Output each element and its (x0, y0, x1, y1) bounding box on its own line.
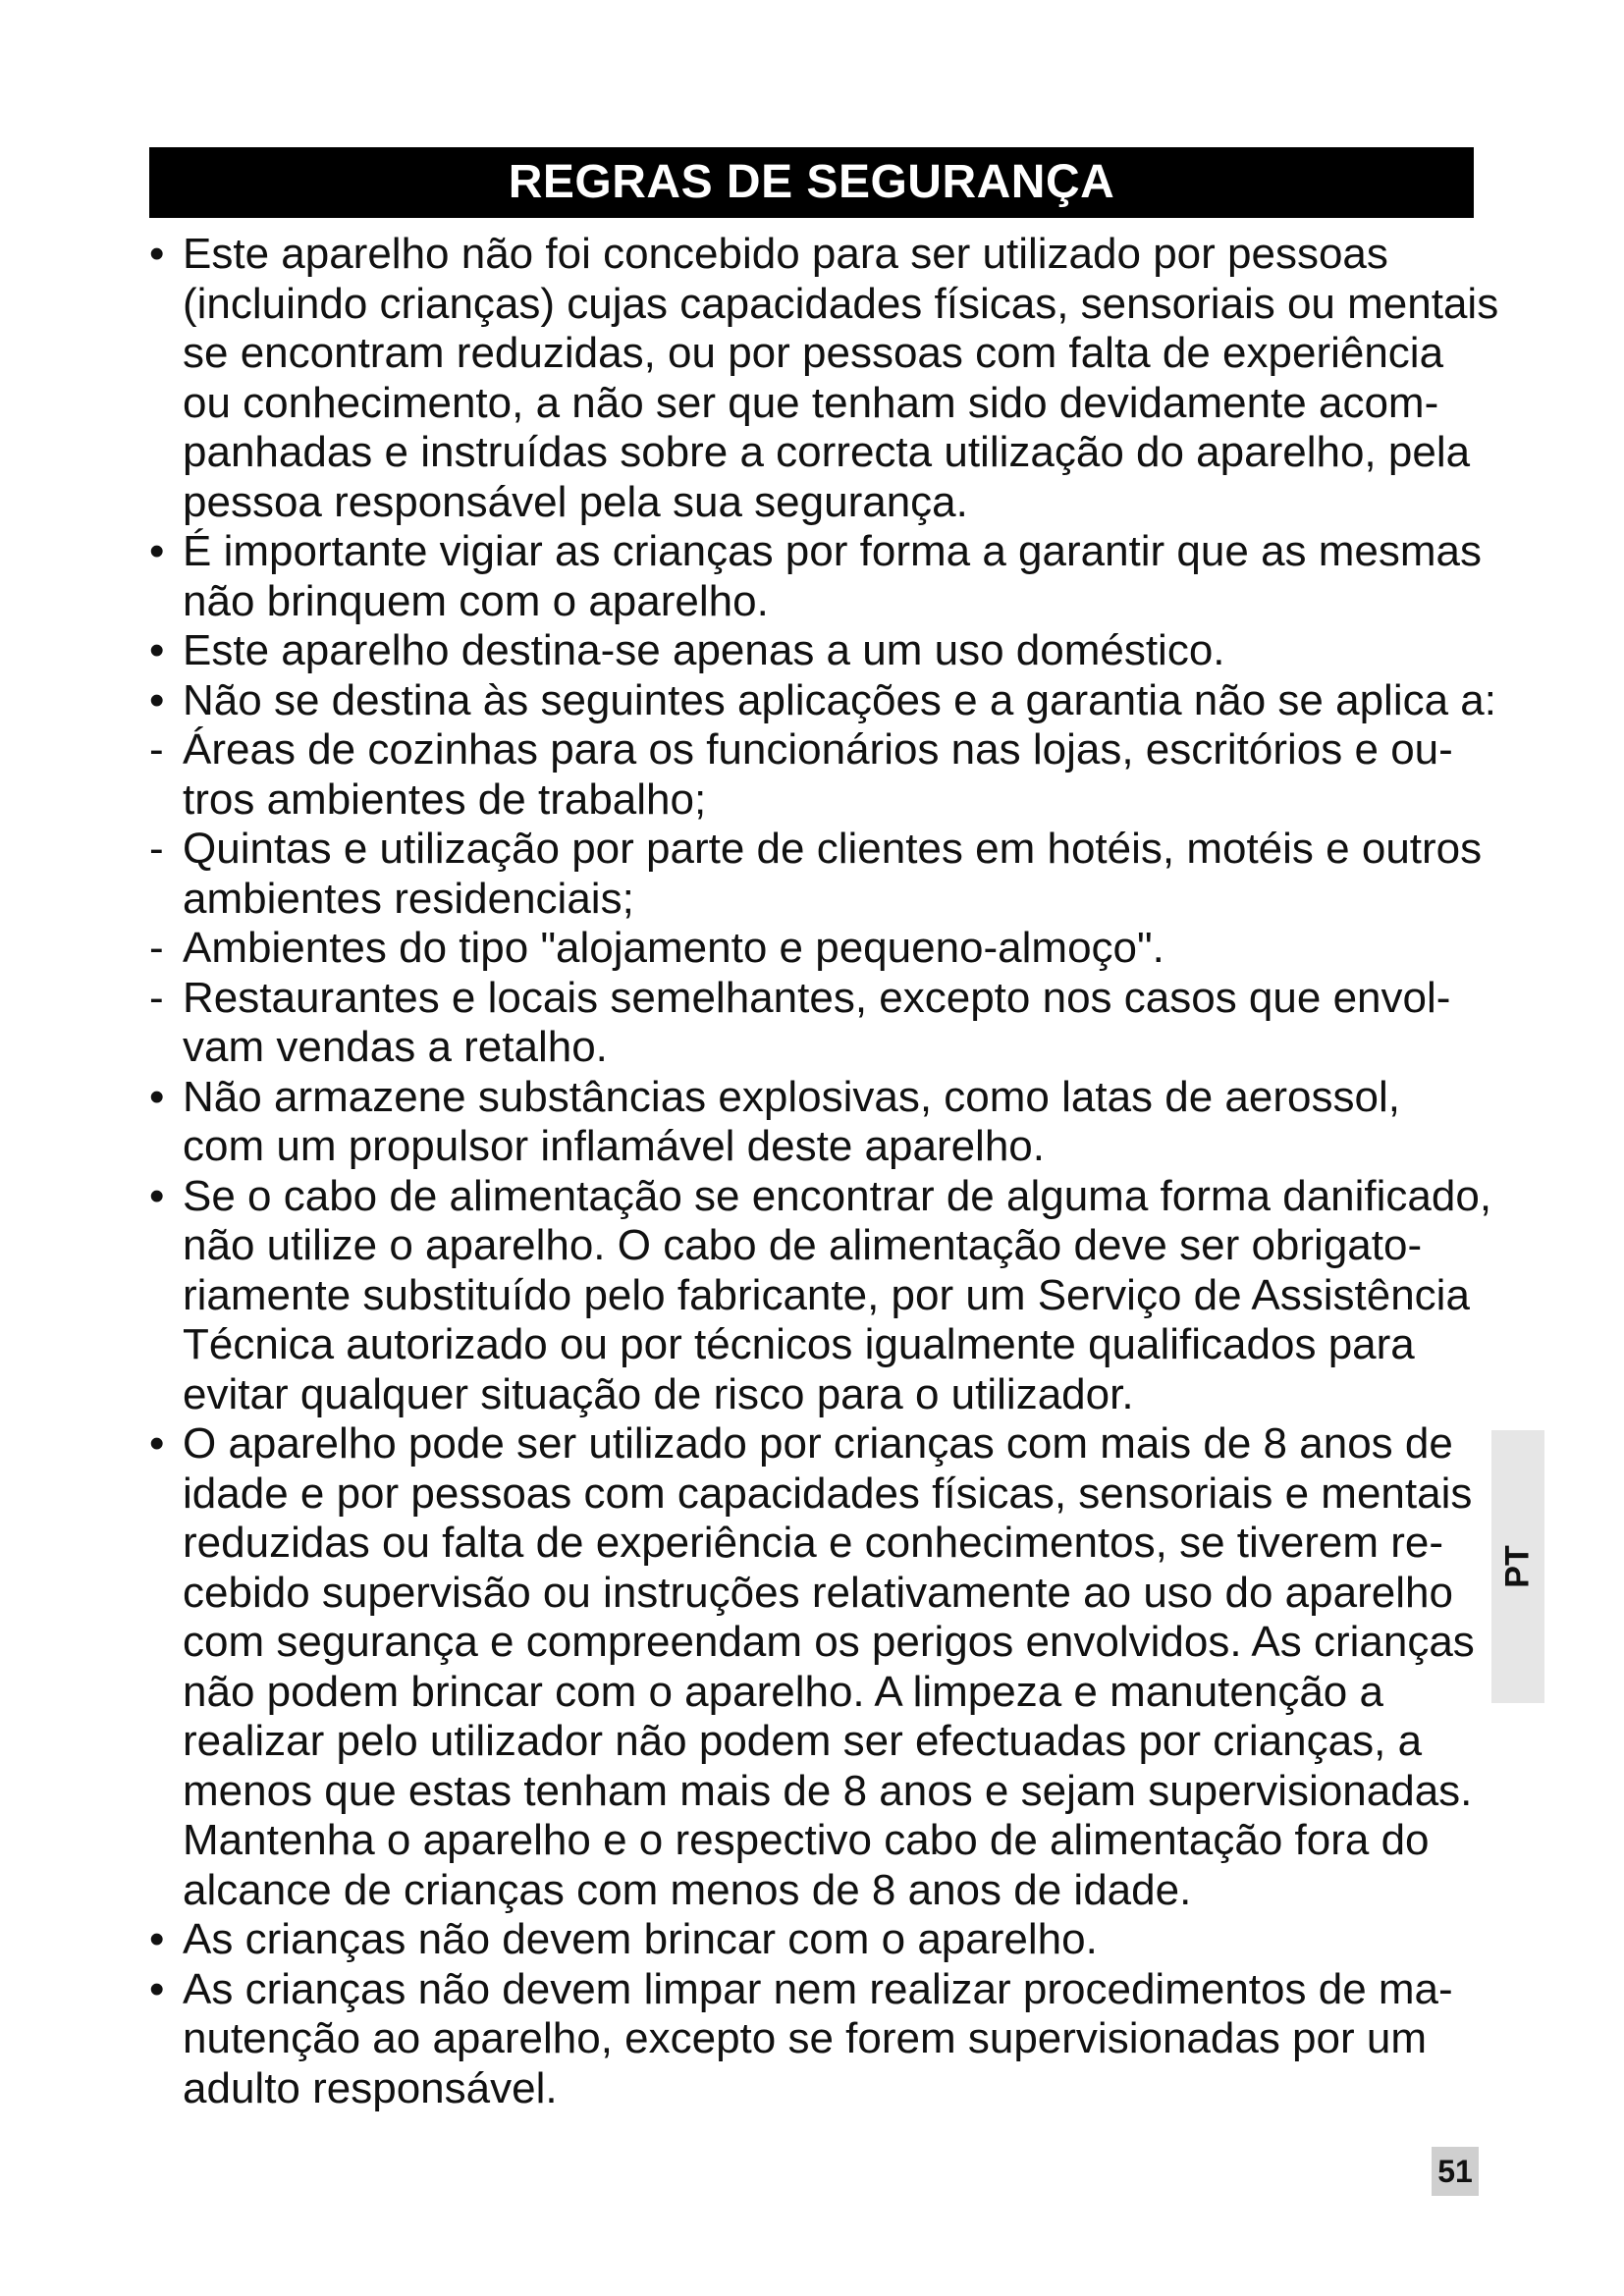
item-text-line: com segurança e compreendam os perigos envolvidos. As crianças (183, 1618, 1475, 1666)
bullet-marker: • (149, 527, 165, 575)
item-text-line: adulto responsável. (183, 2063, 558, 2112)
item-text-line: menos que estas tenham mais de 8 anos e sejam supervisionadas. (183, 1766, 1473, 1815)
sub-list-item (149, 725, 1583, 825)
dash-marker: - (149, 725, 164, 774)
page-number: 51 (1437, 2153, 1473, 2189)
item-text-line: Este aparelho não foi concebido para ser utilizado por pessoas (183, 230, 1388, 278)
item-text-line: (incluindo crianças) cujas capacidades físicas, sensoriais ou mentais (183, 279, 1499, 328)
dash-marker: - (149, 973, 164, 1022)
page-number-box (1432, 2147, 1479, 2196)
item-text-line: tros ambientes de trabalho; (183, 774, 707, 824)
item-text-line: Se o cabo de alimentação se encontrar de alguma forma danificado, (183, 1171, 1492, 1220)
item-text-line: Técnica autorizado ou por técnicos igualmente qualificados para (183, 1320, 1415, 1368)
bullet-marker: • (149, 1915, 165, 1963)
bullet-marker: • (149, 626, 165, 674)
language-tab-label: PT (1498, 1545, 1537, 1588)
item-text-line: É importante vigiar as crianças por forma a garantir que as mesmas (183, 527, 1483, 575)
list-item (149, 1419, 1583, 1915)
item-text-line: realizar pelo utilizador não podem ser efectuadas por crianças, a (183, 1717, 1423, 1765)
item-text-line: nutenção ao aparelho, excepto se forem supervisionadas por um (183, 2014, 1427, 2062)
item-text-line: reduzidas ou falta de experiência e conhecimentos, se tiverem re- (183, 1519, 1444, 1567)
item-text-line: alcance de crianças com menos de 8 anos de idade. (183, 1865, 1192, 1914)
bullet-marker: • (149, 230, 165, 278)
dash-marker: - (149, 924, 164, 972)
item-text-line: panhadas e instruídas sobre a correcta utilização do aparelho, pela (183, 428, 1471, 476)
list-item (149, 676, 1583, 726)
list-item (149, 1172, 1583, 1420)
item-text-line: As crianças não devem brincar com o aparelho. (183, 1915, 1098, 1963)
item-text-line: com um propulsor inflamável deste aparelho. (183, 1122, 1046, 1170)
bullet-marker: • (149, 1419, 165, 1468)
bullet-marker: • (149, 675, 165, 724)
list-item (149, 626, 1583, 676)
item-text-line: Quintas e utilização por parte de clientes em hotéis, motéis e outros (183, 825, 1483, 873)
item-text-line: Não armazene substâncias explosivas, como latas de aerossol, (183, 1072, 1400, 1121)
item-text-line: Ambientes do tipo "alojamento e pequeno-almoço". (183, 924, 1164, 972)
item-text-line: cebido supervisão ou instruções relativamente ao uso do aparelho (183, 1568, 1453, 1617)
list-item (149, 1073, 1583, 1172)
section-title-bar (149, 147, 1474, 218)
item-text-line: O aparelho pode ser utilizado por crianças com mais de 8 anos de (183, 1419, 1453, 1468)
list-item (149, 230, 1583, 527)
item-text-line: Mantenha o aparelho e o respectivo cabo de alimentação fora do (183, 1816, 1430, 1864)
sub-list-item (149, 825, 1583, 924)
section-title: REGRAS DE SEGURANÇA (508, 156, 1115, 208)
item-text-line: evitar qualquer situação de risco para o utilizador. (183, 1369, 1134, 1418)
list-item (149, 1965, 1583, 2114)
list-item (149, 1915, 1583, 1965)
item-text-line: Não se destina às seguintes aplicações e a garantia não se aplica a: (183, 675, 1496, 724)
bullet-marker: • (149, 1964, 165, 2013)
sub-list-item (149, 974, 1583, 1073)
item-text-line: não podem brincar com o aparelho. A limpeza e manutenção a (183, 1667, 1383, 1716)
item-text-line: ou conhecimento, a não ser que tenham sido devidamente acom- (183, 378, 1439, 427)
item-text-line: não utilize o aparelho. O cabo de alimentação deve ser obrigato- (183, 1221, 1423, 1269)
item-text-line: se encontram reduzidas, ou por pessoas com falta de experiência (183, 329, 1444, 377)
item-text-line: Áreas de cozinhas para os funcionários nas lojas, escritórios e ou- (183, 725, 1453, 774)
item-text-line: pessoa responsável pela sua segurança. (183, 477, 968, 526)
item-text-line: As crianças não devem limpar nem realizar procedimentos de ma- (183, 1964, 1453, 2013)
item-text-line: não brinquem com o aparelho. (183, 576, 769, 625)
dash-marker: - (149, 825, 164, 873)
safety-rules-list (149, 230, 1583, 2113)
item-text-line: Restaurantes e locais semelhantes, excepto nos casos que envol- (183, 973, 1451, 1022)
bullet-marker: • (149, 1171, 165, 1220)
sub-list-item (149, 924, 1583, 974)
item-text-line: Este aparelho destina-se apenas a um uso doméstico. (183, 626, 1225, 674)
bullet-marker: • (149, 1072, 165, 1121)
item-text-line: vam vendas a retalho. (183, 1023, 608, 1071)
item-text-line: riamente substituído pelo fabricante, por um Serviço de Assistência (183, 1270, 1470, 1319)
item-text-line: idade e por pessoas com capacidades físicas, sensoriais e mentais (183, 1468, 1473, 1518)
list-item (149, 527, 1583, 626)
item-text-line: ambientes residenciais; (183, 874, 634, 923)
